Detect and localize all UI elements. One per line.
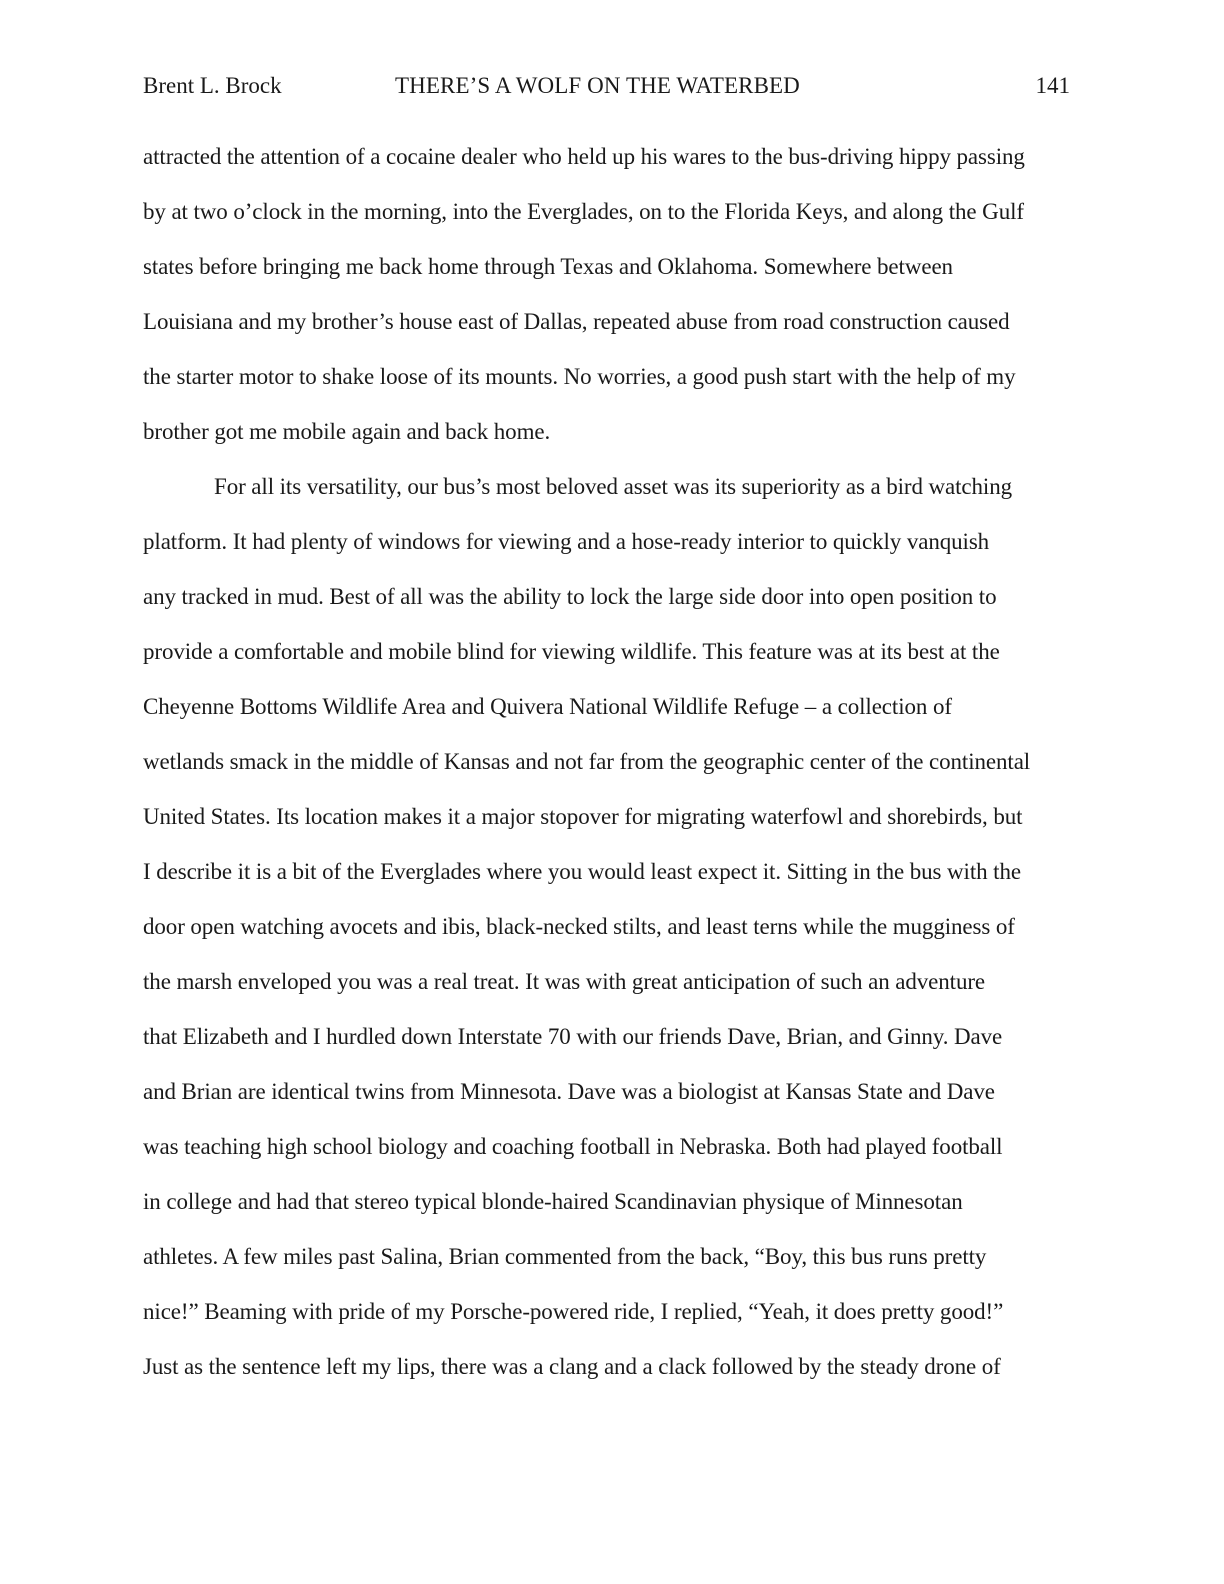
text-line: the marsh enveloped you was a real treat. It was with great anticipation of such an adventure	[143, 969, 986, 994]
text-line: any tracked in mud. Best of all was the ability to lock the large side door into open position to	[143, 584, 997, 609]
text-line: Louisiana and my brother’s house east of Dallas, repeated abuse from road construction caused	[143, 309, 1010, 334]
text-line: door open watching avocets and ibis, black-necked stilts, and least terns while the mugginess of	[143, 914, 1015, 939]
text-line: brother got me mobile again and back home.	[143, 419, 551, 444]
text-line: nice!” Beaming with pride of my Porsche-powered ride, I replied, “Yeah, it does pretty good!”	[143, 1299, 1004, 1324]
text-line: in college and had that stereo typical blonde-haired Scandinavian physique of Minnesotan	[143, 1189, 963, 1214]
text-line: that Elizabeth and I hurdled down Interstate 70 with our friends Dave, Brian, and Ginny. Dave	[143, 1024, 1003, 1049]
text-line: wetlands smack in the middle of Kansas and not far from the geographic center of the continental	[143, 749, 1031, 774]
text-line: and Brian are identical twins from Minnesota. Dave was a biologist at Kansas State and Dave	[143, 1079, 995, 1104]
text-line: I describe it is a bit of the Everglades where you would least expect it. Sitting in the bus with the	[143, 859, 1021, 884]
text-line: platform. It had plenty of windows for viewing and a hose-ready interior to quickly vanquish	[143, 529, 990, 554]
text-line: provide a comfortable and mobile blind for viewing wildlife. This feature was at its best at the	[143, 639, 1000, 664]
text-line: Cheyenne Bottoms Wildlife Area and Quivera National Wildlife Refuge – a collection of	[143, 694, 952, 719]
text-line: Just as the sentence left my lips, there was a clang and a clack followed by the steady drone of	[143, 1354, 1001, 1379]
text-line: attracted the attention of a cocaine dealer who held up his wares to the bus-driving hippy passing	[143, 144, 1025, 169]
text-line: the starter motor to shake loose of its mounts. No worries, a good push start with the help of my	[143, 364, 1016, 389]
text-line: by at two o’clock in the morning, into the Everglades, on to the Florida Keys, and along the Gulf	[143, 199, 1024, 224]
running-header	[143, 70, 1070, 102]
header-title: THERE’S A WOLF ON THE WATERBED	[395, 73, 800, 98]
text-line: athletes. A few miles past Salina, Brian commented from the back, “Boy, this bus runs pretty	[143, 1244, 987, 1269]
text-line: states before bringing me back home through Texas and Oklahoma. Somewhere between	[143, 254, 953, 279]
text-line: was teaching high school biology and coaching football in Nebraska. Both had played football	[143, 1134, 1003, 1159]
body-text	[143, 135, 1073, 1400]
text-line: United States. Its location makes it a major stopover for migrating waterfowl and shorebirds, but	[143, 804, 1023, 829]
header-author: Brent L. Brock	[143, 73, 282, 98]
text-line: For all its versatility, our bus’s most beloved asset was its superiority as a bird watching	[214, 474, 1013, 499]
page-number: 141	[1035, 73, 1070, 98]
